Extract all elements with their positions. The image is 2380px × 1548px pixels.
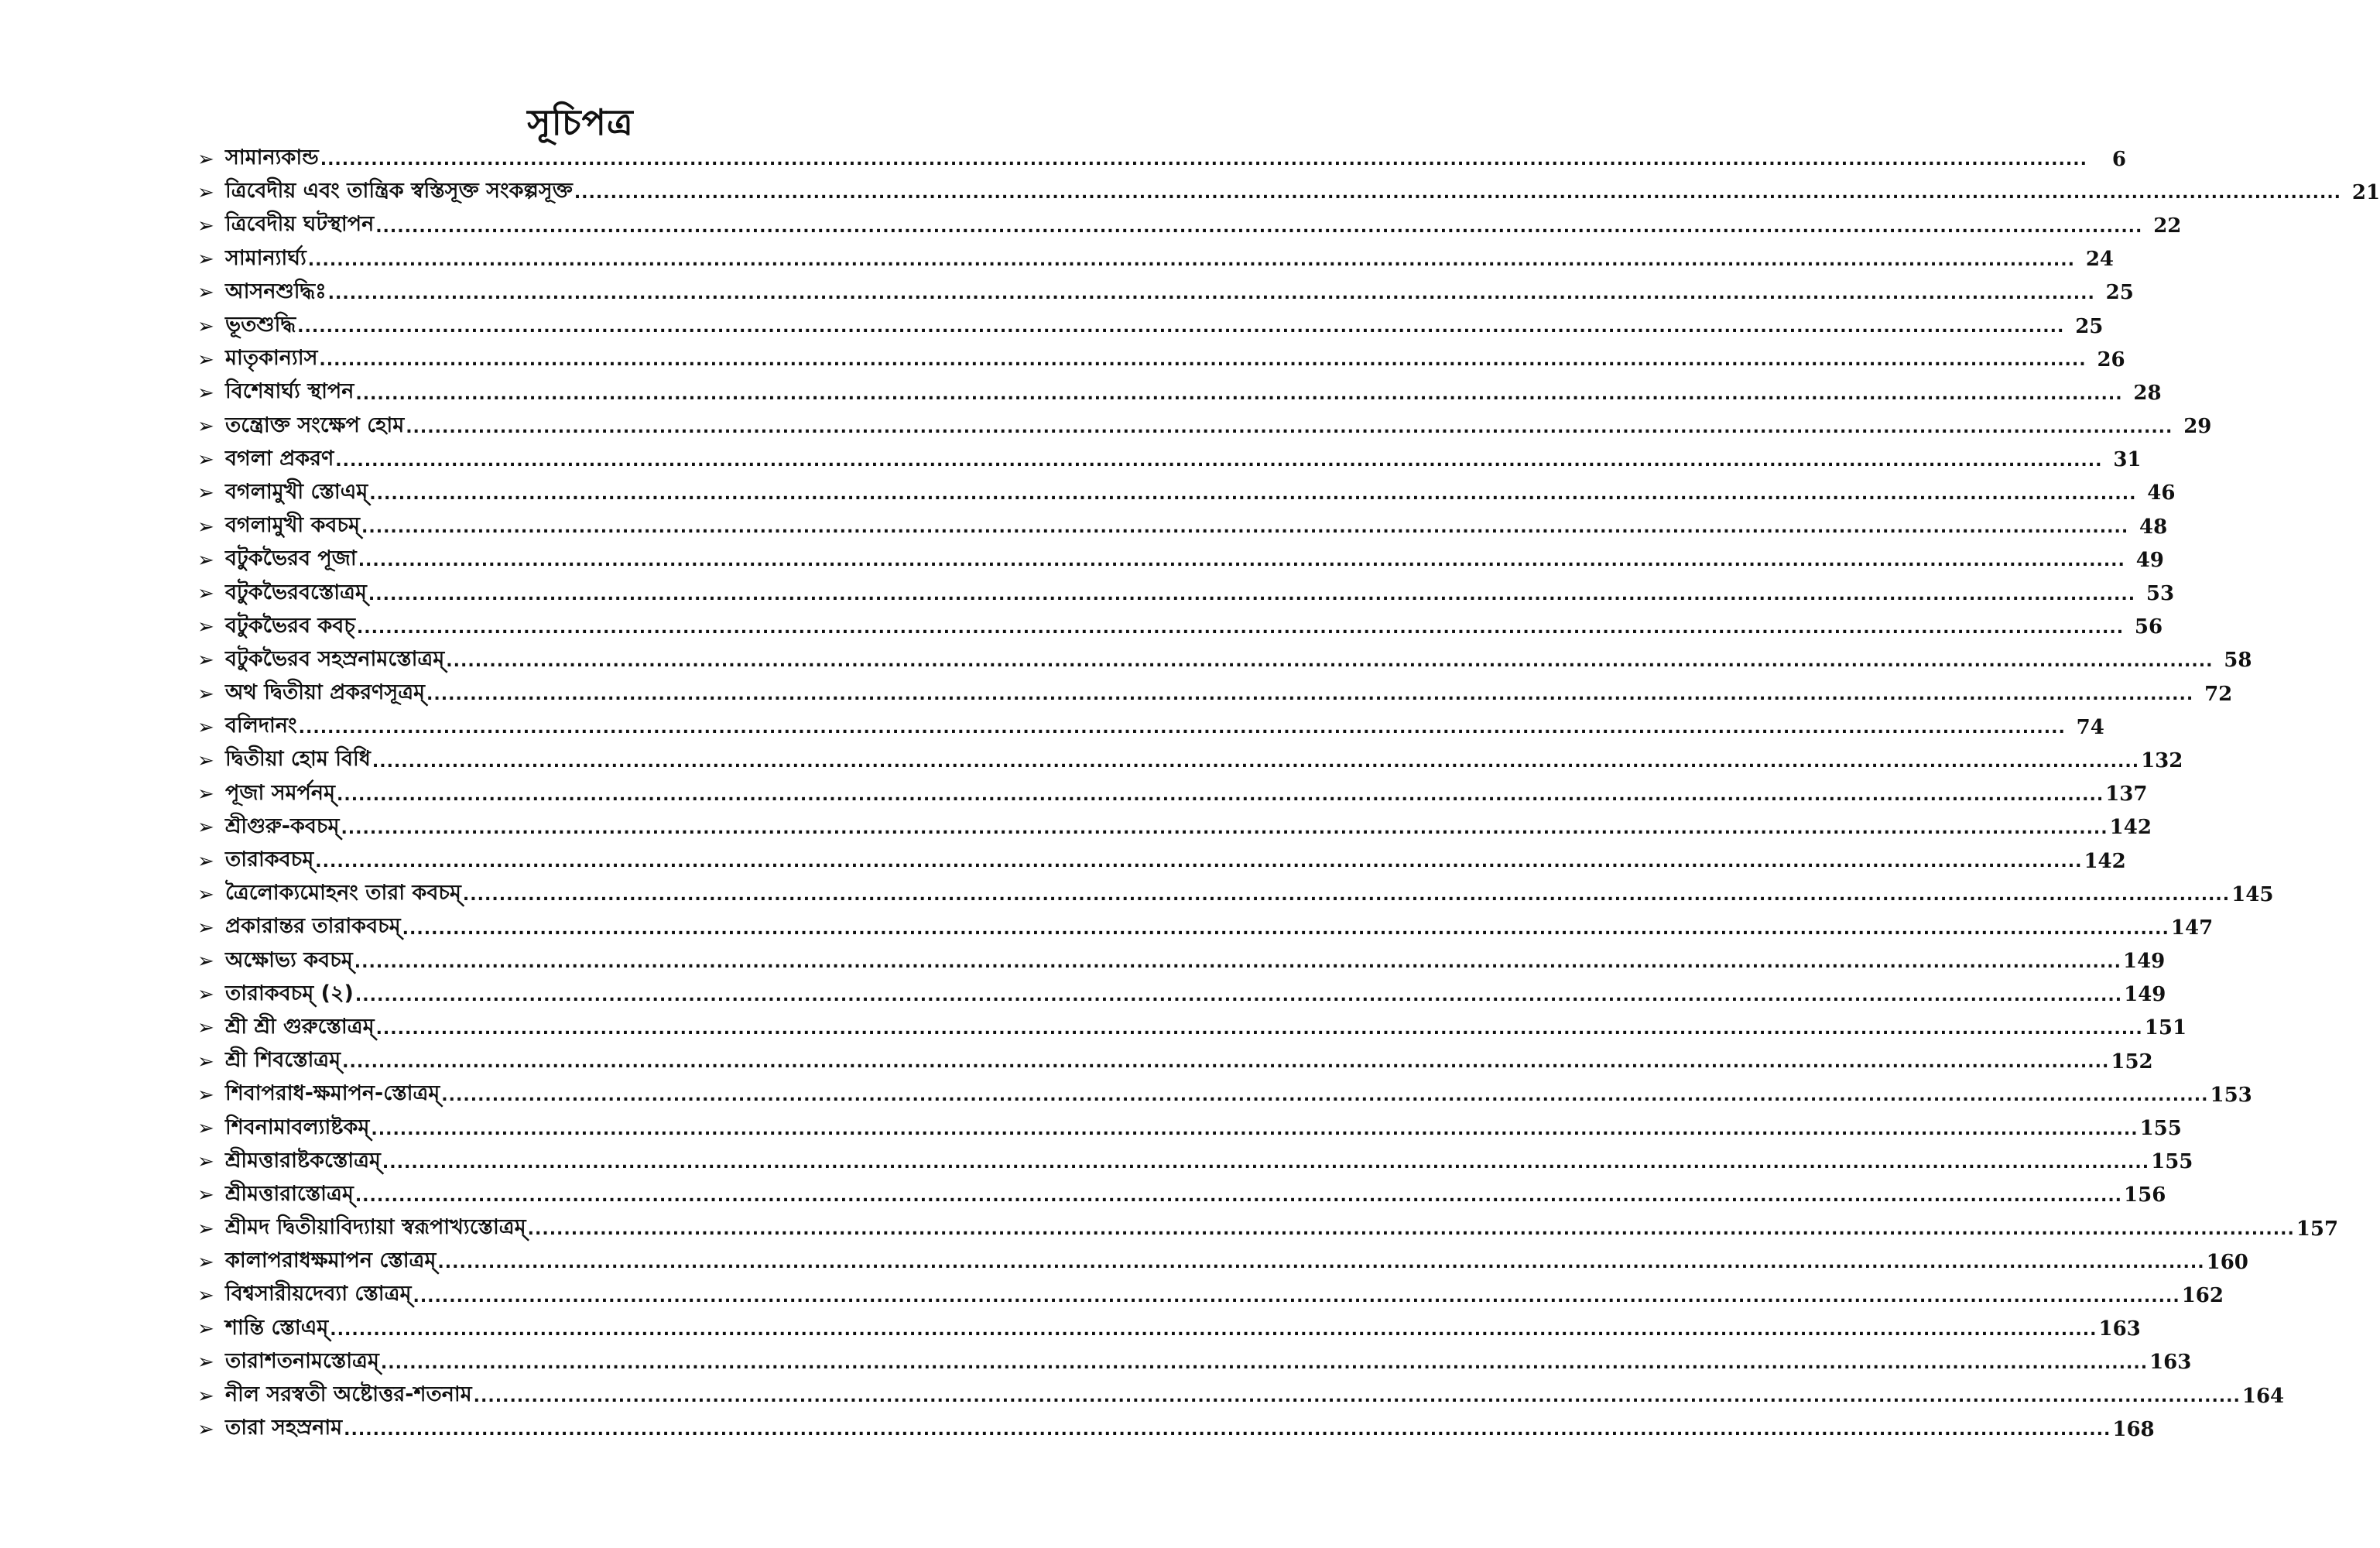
arrowhead-right-icon: ➢: [197, 1050, 214, 1074]
dot-leader: [341, 820, 2108, 844]
dot-leader: [358, 553, 2125, 577]
toc-entry: [197, 1045, 2153, 1078]
entry-title: বলিদানং: [225, 714, 297, 738]
dot-leader: [372, 754, 2139, 778]
entry-page-number: 72: [2204, 682, 2233, 706]
dot-leader: [368, 587, 2135, 611]
dot-leader: [426, 687, 2193, 711]
dot-leader: [376, 1021, 2143, 1045]
entry-page-number: 29: [2183, 415, 2212, 439]
dot-leader: [308, 252, 2075, 276]
dot-leader: [330, 1322, 2097, 1346]
entry-page-number: 147: [2170, 916, 2214, 940]
toc-entry: [197, 477, 2176, 510]
arrowhead-right-icon: ➢: [197, 582, 214, 606]
entry-title: বগলামুখী স্তোএম্: [225, 479, 368, 504]
toc-entry: [197, 142, 2126, 176]
dot-leader: [342, 1054, 2109, 1078]
toc-entry: [197, 644, 2252, 677]
entry-title: মাতৃকান্যাস: [225, 346, 318, 371]
entry-page-number: 49: [2135, 548, 2164, 572]
entry-title: শিবনামাবল্যাষ্টকম্: [225, 1115, 370, 1139]
entry-title: নীল সরস্বতী অষ্টোত্তর-শতনাম: [225, 1382, 472, 1407]
entry-page-number: 155: [2139, 1117, 2182, 1141]
arrowhead-right-icon: ➢: [197, 348, 214, 372]
dot-leader: [319, 352, 2086, 376]
arrowhead-right-icon: ➢: [197, 916, 214, 940]
toc-entry: [197, 1346, 2192, 1379]
arrowhead-right-icon: ➢: [197, 816, 214, 840]
entry-page-number: 163: [2098, 1317, 2141, 1341]
entry-title: শ্রীমদ দ্বিতীয়াবিদ্যায়া স্বরূপাখ্যস্তোত্রম্: [225, 1215, 526, 1240]
entry-page-number: 53: [2145, 582, 2175, 606]
dot-leader: [337, 787, 2104, 811]
entry-title: তারাশতনামস্তোত্রম্: [225, 1348, 379, 1373]
toc-entry: [197, 677, 2233, 711]
arrowhead-right-icon: ➢: [197, 1083, 214, 1107]
arrowhead-right-icon: ➢: [197, 748, 214, 772]
toc-entry: [197, 611, 2163, 644]
arrowhead-right-icon: ➢: [197, 849, 214, 873]
toc-entry: [197, 778, 2148, 811]
arrowhead-right-icon: ➢: [197, 1417, 214, 1441]
dot-leader: [528, 1221, 2295, 1245]
entry-title: তারাকবচম্ (২): [225, 981, 354, 1005]
entry-title: শিবাপরাধ-ক্ষমাপন-স্তোত্রম্: [225, 1081, 440, 1106]
entry-page-number: 46: [2147, 481, 2176, 505]
entry-title: শ্রী শ্রী গুরুস্তোত্রম্: [225, 1014, 375, 1039]
dot-leader: [574, 185, 2341, 209]
entry-page-number: 21: [2351, 180, 2380, 204]
entry-page-number: 25: [2105, 281, 2134, 305]
dot-leader: [328, 286, 2095, 310]
dot-leader: [297, 319, 2064, 343]
entry-title: শ্রী শিবস্তোত্রম্: [225, 1048, 341, 1073]
dot-leader: [320, 152, 2087, 176]
toc-entry: [197, 844, 2126, 878]
entry-page-number: 6: [2111, 147, 2126, 171]
dot-leader: [357, 620, 2124, 644]
entry-page-number: 168: [2112, 1417, 2155, 1441]
toc-entry: [197, 176, 2380, 209]
entry-title: পূজা সমর্পনম্: [225, 780, 335, 805]
arrowhead-right-icon: ➢: [197, 1117, 214, 1141]
entry-page-number: 153: [2210, 1083, 2252, 1107]
entry-page-number: 132: [2141, 748, 2183, 772]
page-title: সূচিপত্র: [527, 101, 634, 143]
toc-entry: [197, 1078, 2252, 1111]
toc-entry: [197, 1379, 2285, 1413]
toc-entry: [197, 410, 2212, 444]
dot-leader: [371, 1122, 2138, 1146]
entry-title: প্রকারান্তর তারাকবচম্: [225, 914, 401, 939]
entry-title: ভূতশুদ্ধি: [225, 313, 296, 337]
arrowhead-right-icon: ➢: [197, 1150, 214, 1174]
entry-page-number: 25: [2075, 314, 2104, 338]
toc-entry: [197, 343, 2125, 376]
dot-leader: [355, 386, 2122, 410]
entry-title: সামান্যার্ঘ্য: [225, 245, 306, 270]
entry-title: বটুকভৈরব পূজা: [225, 546, 357, 571]
entry-title: কালাপরাধক্ষমাপন স্তোত্রম্: [225, 1248, 437, 1273]
toc-entry: [197, 276, 2134, 310]
arrowhead-right-icon: ➢: [197, 381, 214, 405]
toc-entry: [197, 1279, 2224, 1312]
toc-entry: [197, 510, 2168, 543]
entry-page-number: 151: [2144, 1016, 2187, 1040]
arrowhead-right-icon: ➢: [197, 147, 214, 171]
entry-title: বটুকভৈরবস্তোত্রম্: [225, 580, 367, 604]
arrowhead-right-icon: ➢: [197, 1317, 214, 1341]
arrowhead-right-icon: ➢: [197, 448, 214, 472]
dot-leader: [413, 1289, 2180, 1313]
toc-entry: [197, 711, 2104, 744]
entry-page-number: 162: [2181, 1283, 2224, 1307]
entry-page-number: 137: [2105, 783, 2148, 807]
arrowhead-right-icon: ➢: [197, 1351, 214, 1375]
entry-page-number: 149: [2124, 983, 2166, 1007]
entry-title: ত্রিবেদীয় ঘটস্থাপন: [225, 212, 375, 237]
dot-leader: [354, 954, 2121, 978]
arrowhead-right-icon: ➢: [197, 415, 214, 439]
entry-title: শান্তি স্তোএম্: [225, 1315, 329, 1340]
arrowhead-right-icon: ➢: [197, 548, 214, 572]
dot-leader: [474, 1389, 2241, 1413]
dot-leader: [355, 1188, 2122, 1212]
entry-title: শ্রীগুরু-কবচম্: [225, 813, 340, 838]
entry-title: শ্রীমত্তারাস্তোত্রম্: [225, 1181, 354, 1206]
entry-page-number: 58: [2224, 649, 2252, 673]
arrowhead-right-icon: ➢: [197, 649, 214, 673]
entry-title: তারা সহস্রনাম: [225, 1416, 343, 1440]
toc-entry: [197, 1212, 2339, 1245]
arrowhead-right-icon: ➢: [197, 180, 214, 204]
arrowhead-right-icon: ➢: [197, 314, 214, 338]
entry-title: তারাকবচম্: [225, 848, 314, 872]
arrowhead-right-icon: ➢: [197, 515, 214, 539]
dot-leader: [355, 988, 2122, 1012]
entry-title: তন্ত্রোক্ত সংক্ষেপ হোম: [225, 413, 405, 437]
toc-entry: [197, 1146, 2193, 1179]
toc-entry: [197, 1179, 2166, 1212]
entry-title: বগলামুখী কবচম্: [225, 513, 360, 538]
entry-page-number: 152: [2111, 1050, 2153, 1074]
dot-leader: [369, 486, 2136, 510]
arrowhead-right-icon: ➢: [197, 1250, 214, 1274]
toc-entry: [197, 744, 2183, 777]
entry-page-number: 22: [2153, 214, 2182, 238]
arrowhead-right-icon: ➢: [197, 214, 214, 238]
dot-leader: [382, 1155, 2149, 1179]
toc-entry: [197, 878, 2274, 911]
entry-page-number: 31: [2113, 448, 2142, 472]
arrowhead-right-icon: ➢: [197, 682, 214, 706]
dot-leader: [361, 519, 2128, 543]
entry-title: বটুকভৈরব কবচ্: [225, 613, 355, 638]
entry-title: অথ দ্বিতীয়া প্রকরণসূত্রম্: [225, 680, 426, 705]
arrowhead-right-icon: ➢: [197, 281, 214, 305]
entry-page-number: 24: [2085, 248, 2114, 272]
toc-entry: [197, 376, 2162, 409]
entry-page-number: 163: [2149, 1351, 2192, 1375]
toc-entry: [197, 1111, 2182, 1145]
toc-entry: [197, 811, 2152, 844]
entry-page-number: 142: [2084, 849, 2126, 873]
toc-entry: [197, 243, 2114, 276]
arrowhead-right-icon: ➢: [197, 248, 214, 272]
arrowhead-right-icon: ➢: [197, 950, 214, 974]
dot-leader: [402, 921, 2169, 945]
toc-entry: [197, 1413, 2155, 1446]
dot-leader: [299, 720, 2066, 744]
toc-entry: [197, 978, 2166, 1012]
arrowhead-right-icon: ➢: [197, 1384, 214, 1408]
entry-title: অক্ষোভ্য কবচম্: [225, 947, 353, 972]
toc-entry: [197, 310, 2104, 343]
arrowhead-right-icon: ➢: [197, 481, 214, 505]
entry-page-number: 26: [2097, 348, 2125, 372]
entry-page-number: 74: [2076, 715, 2104, 739]
entry-title: বটুকভৈরব সহস্রনামস্তোত্রম্: [225, 646, 445, 671]
entry-page-number: 142: [2109, 816, 2152, 840]
toc-entry: [197, 577, 2175, 610]
entry-page-number: 149: [2122, 950, 2166, 974]
entry-page-number: 156: [2124, 1183, 2166, 1207]
dot-leader: [406, 420, 2173, 444]
entry-title: দ্বিতীয়া হোম বিধি: [225, 747, 371, 772]
arrowhead-right-icon: ➢: [197, 1016, 214, 1040]
dot-leader: [315, 854, 2082, 878]
entry-title: সামান্যকান্ড: [225, 146, 319, 170]
entry-page-number: 164: [2241, 1384, 2285, 1408]
toc-entry: [197, 209, 2182, 242]
dot-leader: [344, 1422, 2111, 1446]
toc-entry: [197, 1012, 2187, 1045]
entry-page-number: 155: [2151, 1150, 2193, 1174]
dot-leader: [441, 1087, 2208, 1111]
toc-entry: [197, 1313, 2141, 1346]
dot-leader: [463, 887, 2230, 911]
entry-title: বগলা প্রকরণ: [225, 446, 334, 471]
arrowhead-right-icon: ➢: [197, 783, 214, 807]
entry-page-number: 160: [2206, 1250, 2248, 1274]
entry-title: বিশ্বসারীয়দেব্যা স্তোত্রম্: [225, 1282, 412, 1307]
entry-title: ত্রৈলোক্যমোহনং তারা কবচম্: [225, 881, 461, 906]
entry-title: আসনশুদ্ধিঃ: [225, 279, 327, 303]
toc-entry: [197, 911, 2214, 944]
dot-leader: [375, 219, 2142, 243]
entry-title: ত্রিবেদীয় এবং তান্ত্রিক স্বস্তিসূক্ত সংকল্পসূক্ত: [225, 179, 573, 204]
entry-title: শ্রীমত্তারাষ্টকস্তোত্রম্: [225, 1148, 381, 1173]
arrowhead-right-icon: ➢: [197, 1283, 214, 1307]
arrowhead-right-icon: ➢: [197, 1183, 214, 1207]
entry-page-number: 157: [2296, 1217, 2339, 1241]
entry-title: বিশেষার্ঘ্য স্থাপন: [225, 379, 354, 404]
arrowhead-right-icon: ➢: [197, 1217, 214, 1241]
toc-list: [197, 142, 2380, 1446]
entry-page-number: 56: [2134, 615, 2163, 639]
dot-leader: [437, 1255, 2204, 1279]
dot-leader: [335, 453, 2102, 477]
entry-page-number: 28: [2133, 381, 2162, 405]
dot-leader: [446, 653, 2213, 677]
arrowhead-right-icon: ➢: [197, 715, 214, 739]
arrowhead-right-icon: ➢: [197, 882, 214, 906]
toc-entry: [197, 543, 2164, 577]
entry-page-number: 145: [2231, 882, 2274, 906]
toc-entry: [197, 1245, 2248, 1279]
toc-entry: [197, 444, 2142, 477]
toc-entry: [197, 945, 2166, 978]
arrowhead-right-icon: ➢: [197, 615, 214, 639]
entry-page-number: 48: [2139, 515, 2168, 539]
arrowhead-right-icon: ➢: [197, 983, 214, 1007]
dot-leader: [381, 1355, 2148, 1379]
